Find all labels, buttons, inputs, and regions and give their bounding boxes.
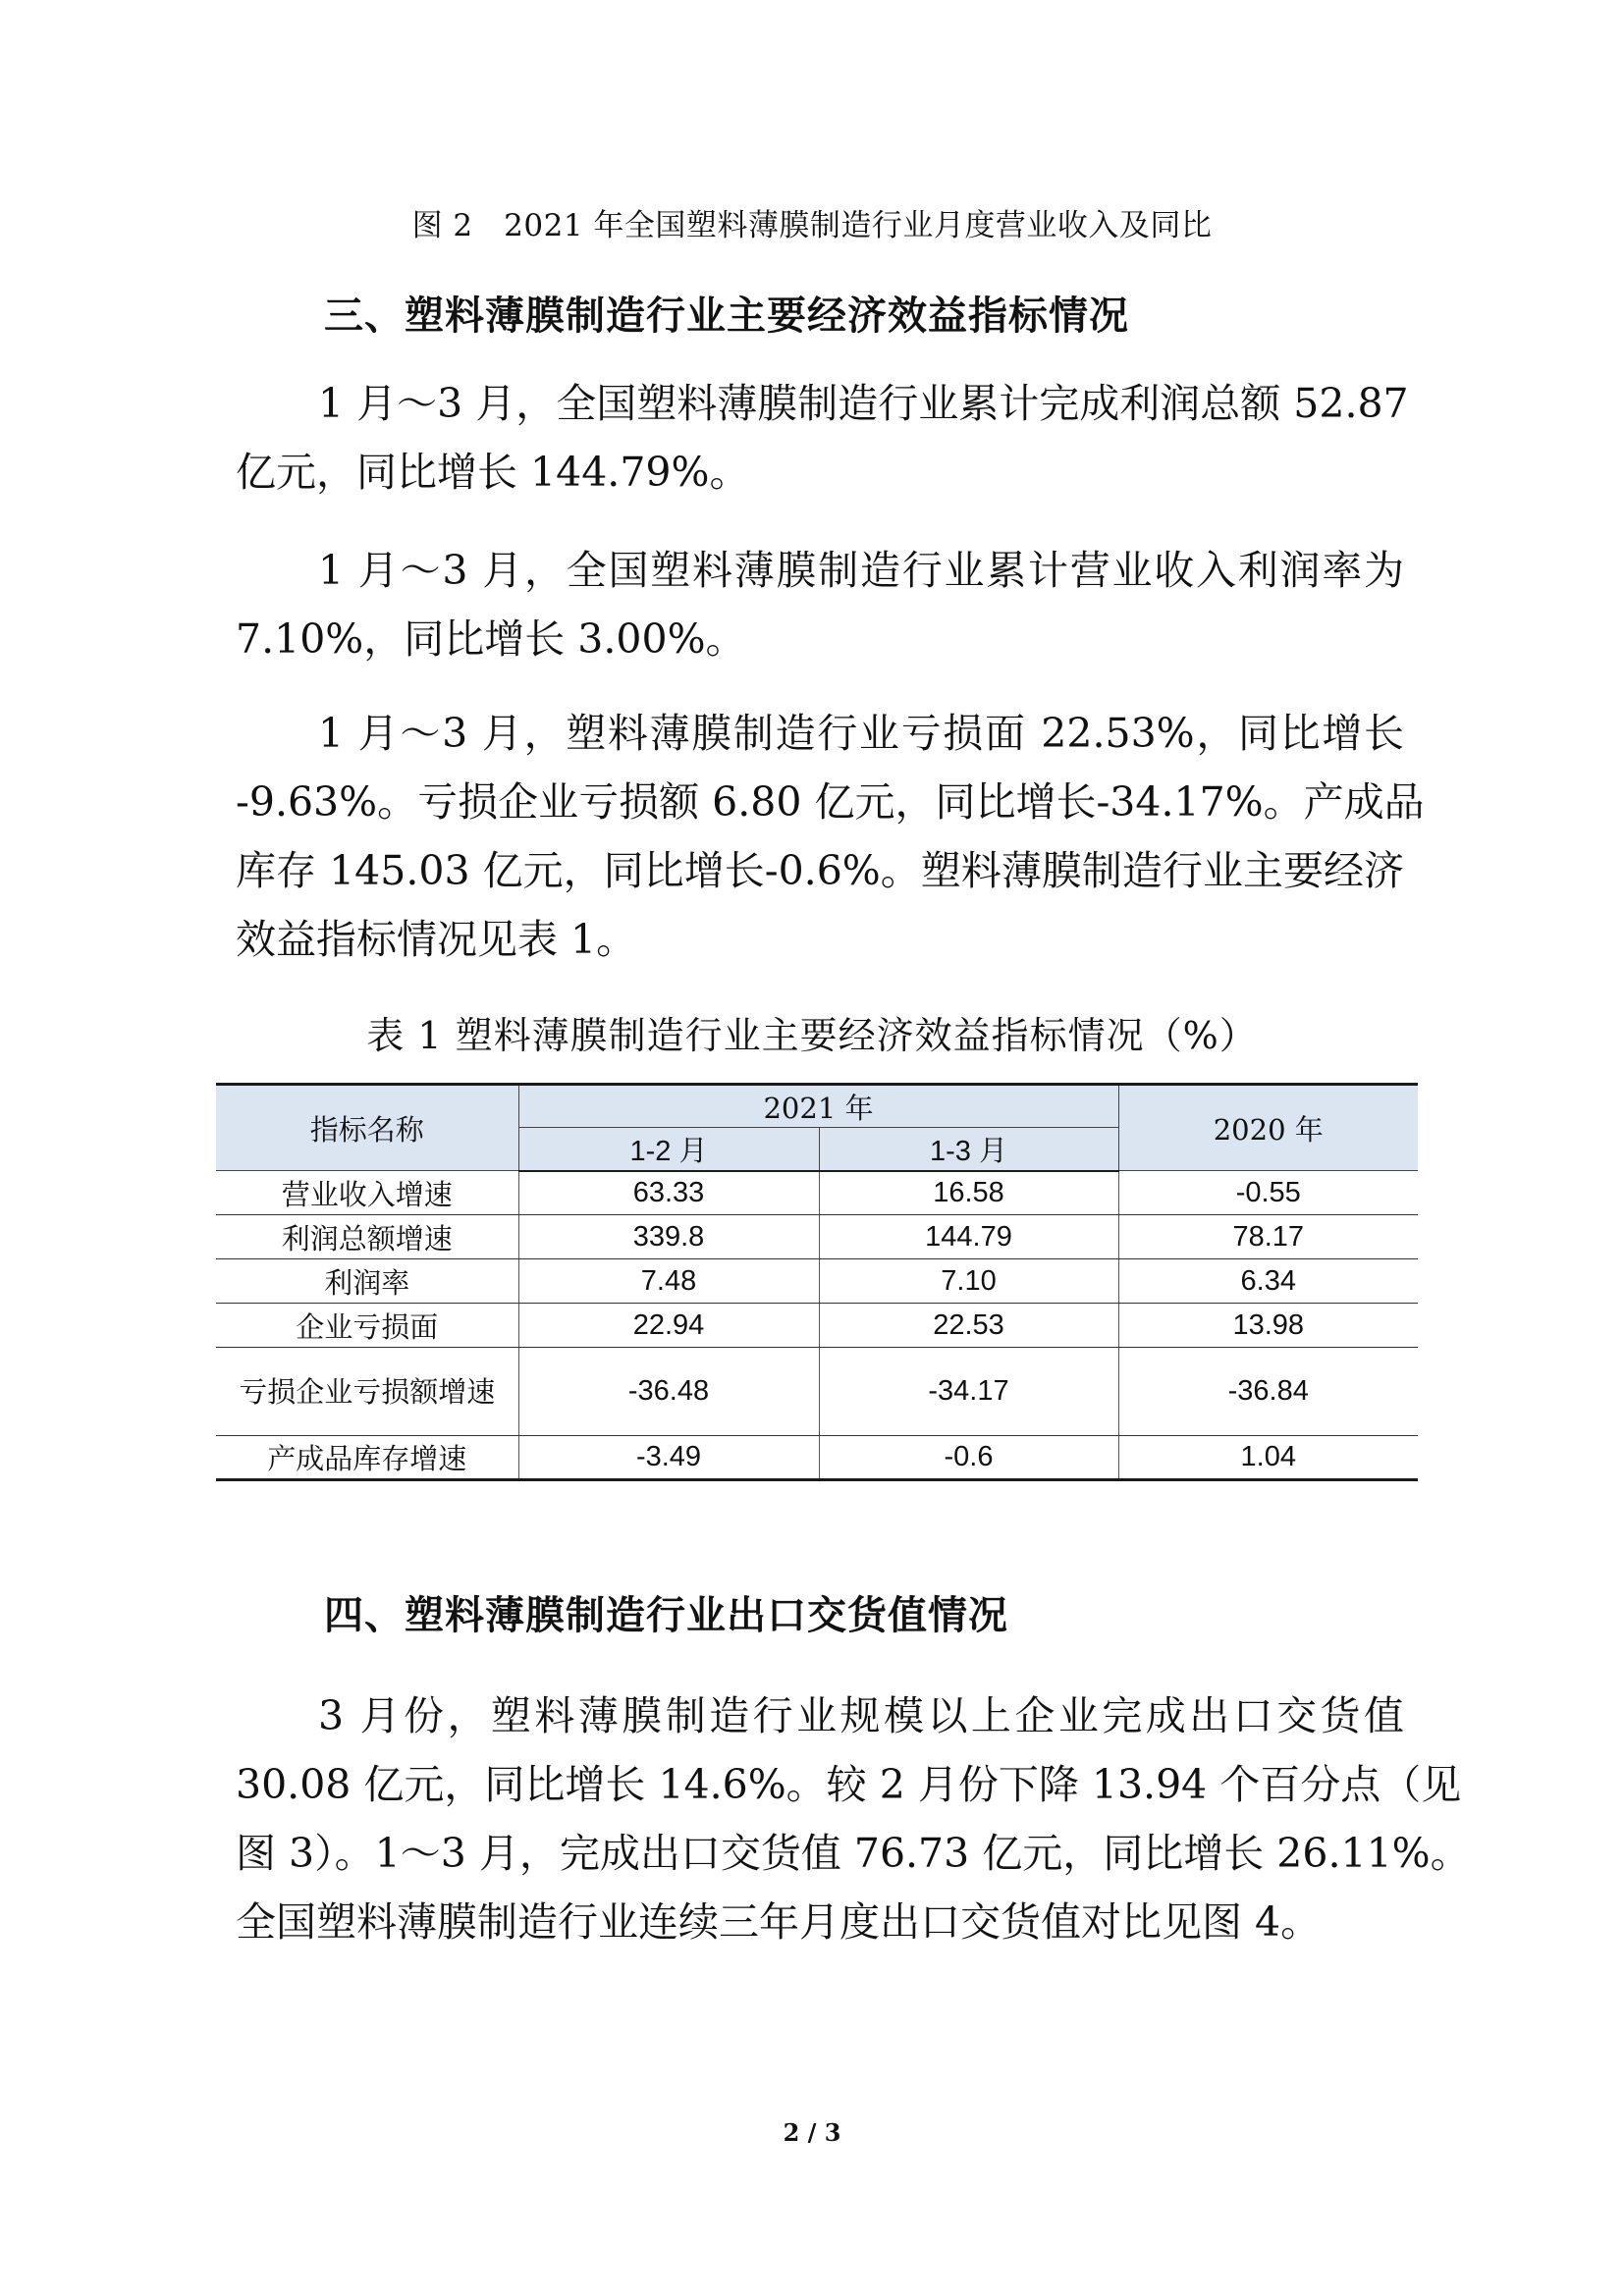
cell-jan-feb: -36.48 [518,1348,819,1436]
indicators-table [216,1083,1418,1481]
figure-caption: 图 2 2021 年全国塑料薄膜制造行业月度营业收入及同比 [411,208,1213,243]
cell-jan-mar: -34.17 [819,1348,1118,1436]
paragraph-line: 7.10%，同比增长 3.00%。 [236,615,746,663]
section-4-heading: 四、塑料薄膜制造行业出口交货值情况 [324,1593,1008,1638]
cell-jan-mar: 22.53 [819,1304,1118,1348]
paragraph-line: 图 3）。1～3 月，完成出口交货值 76.73 亿元，同比增长 26.11%。 [236,1830,1471,1877]
paragraph-line: 30.08 亿元，同比增长 14.6%。较 2 月份下降 13.94 个百分点（见 [236,1761,1462,1808]
cell-jan-mar: 16.58 [819,1171,1118,1215]
cell-2020: 78.17 [1118,1215,1418,1259]
paragraph-line: 1 月～3 月，全国塑料薄膜制造行业累计完成利润总额 52.87 [318,380,1409,427]
row-label: 利润总额增速 [216,1215,518,1259]
header-2021-group: 2021 年 [518,1085,1118,1128]
table-row [216,1215,1418,1259]
cell-jan-feb: 22.94 [518,1304,819,1348]
row-label: 亏损企业亏损额增速 [216,1348,518,1436]
cell-jan-feb: 7.48 [518,1259,819,1304]
paragraph-line: 全国塑料薄膜制造行业连续三年月度出口交货值对比见图 4。 [236,1898,1322,1946]
section-3-paragraph-3 [236,699,1425,974]
page-number: 2 / 3 [783,2118,841,2147]
row-label: 产成品库存增速 [216,1436,518,1480]
paragraph-line: 1 月～3 月，全国塑料薄膜制造行业累计营业收入利润率为 [318,547,1404,594]
cell-jan-feb: 63.33 [518,1171,819,1215]
cell-jan-feb: 339.8 [518,1215,819,1259]
cell-jan-mar: -0.6 [819,1436,1118,1480]
section-3-paragraph-1 [236,369,1409,507]
row-label: 营业收入增速 [216,1171,518,1215]
cell-2020: 13.98 [1118,1304,1418,1348]
cell-jan-feb: -3.49 [518,1436,819,1480]
section-4-paragraph-1 [236,1682,1471,1956]
table-row [216,1436,1418,1480]
cell-2020: -36.84 [1118,1348,1418,1436]
table-row [216,1304,1418,1348]
section-3-heading: 三、塑料薄膜制造行业主要经济效益指标情况 [324,294,1129,339]
cell-2020: -0.55 [1118,1171,1418,1215]
table-caption: 表 1 塑料薄膜制造行业主要经济效益指标情况（%） [366,1014,1258,1057]
paragraph-line: 亿元，同比增长 144.79%。 [236,449,750,496]
row-label: 利润率 [216,1259,518,1304]
paragraph-line: 库存 145.03 亿元，同比增长-0.6%。塑料薄膜制造行业主要经济 [236,847,1404,894]
cell-2020: 6.34 [1118,1259,1418,1304]
header-indicator-name: 指标名称 [216,1085,518,1171]
cell-jan-mar: 7.10 [819,1259,1118,1304]
table-row [216,1171,1418,1215]
table-row [216,1259,1418,1304]
paragraph-line: 1 月～3 月，塑料薄膜制造行业亏损面 22.53%，同比增长 [318,710,1404,757]
header-jan-mar: 1-3 月 [819,1128,1118,1171]
cell-jan-mar: 144.79 [819,1215,1118,1259]
cell-2020: 1.04 [1118,1436,1418,1480]
paragraph-line: 效益指标情况见表 1。 [236,916,637,963]
header-2020: 2020 年 [1118,1085,1418,1171]
table-row [216,1348,1418,1436]
paragraph-line: -9.63%。亏损企业亏损额 6.80 亿元，同比增长-34.17%。产成品 [236,778,1425,826]
section-3-paragraph-2 [236,536,1404,673]
paragraph-line: 3 月份，塑料薄膜制造行业规模以上企业完成出口交货值 [318,1692,1404,1739]
row-label: 企业亏损面 [216,1304,518,1348]
header-jan-feb: 1-2 月 [518,1128,819,1171]
